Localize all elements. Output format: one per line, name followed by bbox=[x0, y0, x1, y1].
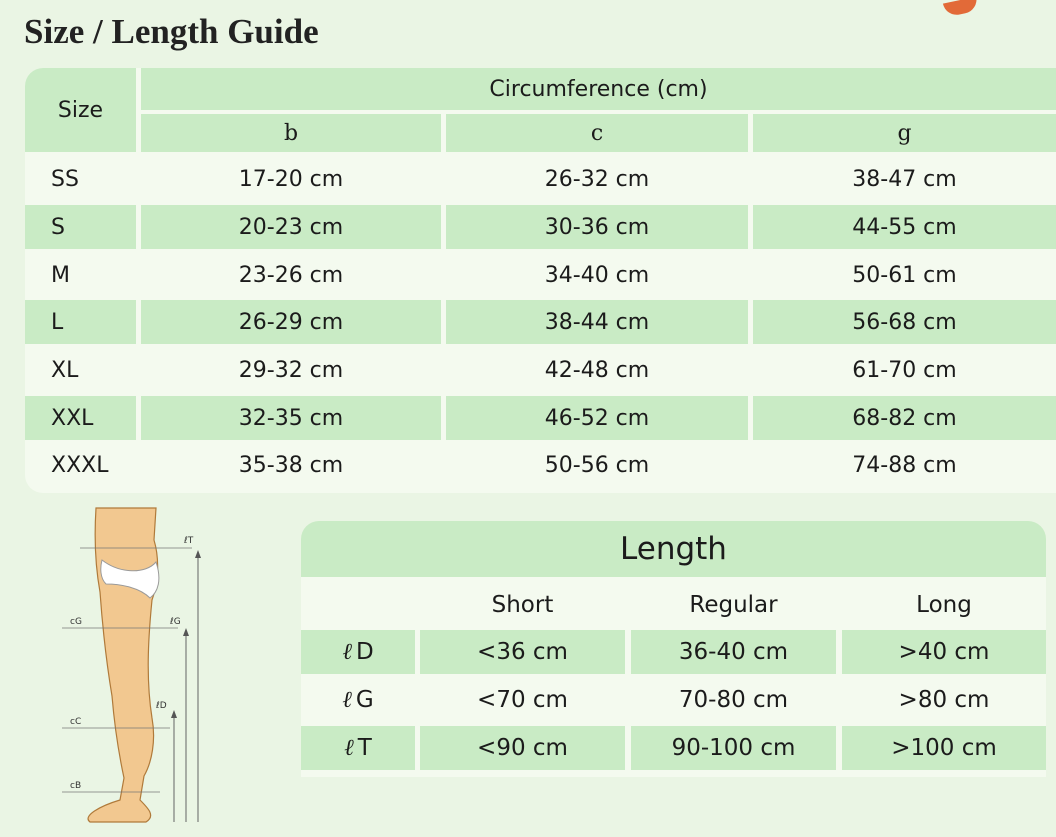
length-cell-long: >80 cm bbox=[898, 687, 990, 713]
table-cell-c: 46-52 cm bbox=[446, 396, 748, 440]
table-cell-c: 26-32 cm bbox=[544, 166, 650, 192]
length-row-label: ℓ D bbox=[301, 630, 415, 674]
table-cell-b: 26-29 cm bbox=[141, 300, 441, 344]
table-row-size: L bbox=[25, 300, 136, 344]
script-l-glyph: ℓ bbox=[344, 735, 354, 761]
length-row-label: ℓ T bbox=[301, 726, 415, 770]
leg-measurement-figure bbox=[60, 500, 210, 830]
length-col-regular: Regular bbox=[689, 592, 778, 618]
table-cell-g: 68-82 cm bbox=[753, 396, 1056, 440]
table-cell-b: 35-38 cm bbox=[238, 452, 344, 478]
label-cG: cG bbox=[70, 617, 82, 627]
table-cell-b: 29-32 cm bbox=[238, 357, 344, 383]
length-cell-regular: 70-80 cm bbox=[678, 687, 789, 713]
table-cell-g: 74-88 cm bbox=[852, 452, 957, 478]
length-col-short: Short bbox=[491, 592, 554, 618]
table-cell-g: 61-70 cm bbox=[852, 357, 957, 383]
column-header-g: g bbox=[753, 114, 1056, 152]
column-header-c: c bbox=[446, 114, 748, 152]
table-row-size: M bbox=[51, 262, 70, 288]
length-cell-regular: 36-40 cm bbox=[631, 630, 836, 674]
table-cell-c: 50-56 cm bbox=[544, 452, 650, 478]
length-cell-short: <70 cm bbox=[477, 687, 568, 713]
table-cell-g: 44-55 cm bbox=[753, 205, 1056, 249]
length-row-label: ℓ G bbox=[342, 687, 374, 713]
table-cell-c: 42-48 cm bbox=[544, 357, 650, 383]
script-l-glyph: ℓ bbox=[342, 687, 352, 713]
length-col-long: Long bbox=[916, 592, 972, 618]
length-cell-short: <36 cm bbox=[420, 630, 625, 674]
table-cell-g: 50-61 cm bbox=[852, 262, 957, 288]
table-cell-g: 38-47 cm bbox=[852, 166, 957, 192]
table-cell-b: 20-23 cm bbox=[141, 205, 441, 249]
leg-outline bbox=[88, 508, 158, 822]
circumference-header: Circumference (cm) bbox=[141, 68, 1056, 110]
table-row-size: S bbox=[25, 205, 136, 249]
table-row-size: XXL bbox=[25, 396, 136, 440]
length-title: Length bbox=[301, 521, 1046, 577]
table-row-size: SS bbox=[51, 166, 79, 192]
size-header: Size bbox=[25, 68, 136, 152]
label-lT: ℓT bbox=[184, 536, 194, 546]
label-lD: ℓD bbox=[156, 701, 167, 711]
length-cell-regular: 90-100 cm bbox=[631, 726, 836, 770]
page-title: Size / Length Guide bbox=[24, 12, 319, 51]
label-lG: ℓG bbox=[170, 617, 181, 627]
table-cell-b: 17-20 cm bbox=[238, 166, 344, 192]
length-cell-short: <90 cm bbox=[420, 726, 625, 770]
script-l-glyph: ℓ bbox=[342, 639, 352, 665]
table-row-size: XL bbox=[51, 357, 79, 383]
table-cell-c: 30-36 cm bbox=[446, 205, 748, 249]
label-cB: cB bbox=[70, 781, 82, 791]
table-cell-b: 32-35 cm bbox=[141, 396, 441, 440]
table-cell-c: 38-44 cm bbox=[446, 300, 748, 344]
table-cell-b: 23-26 cm bbox=[238, 262, 344, 288]
table-cell-c: 34-40 cm bbox=[544, 262, 650, 288]
column-header-b: b bbox=[141, 114, 441, 152]
length-cell-long: >100 cm bbox=[842, 726, 1046, 770]
label-cC: cC bbox=[70, 717, 82, 727]
length-cell-long: >40 cm bbox=[842, 630, 1046, 674]
table-cell-g: 56-68 cm bbox=[753, 300, 1056, 344]
table-row-size: XXXL bbox=[51, 452, 109, 478]
